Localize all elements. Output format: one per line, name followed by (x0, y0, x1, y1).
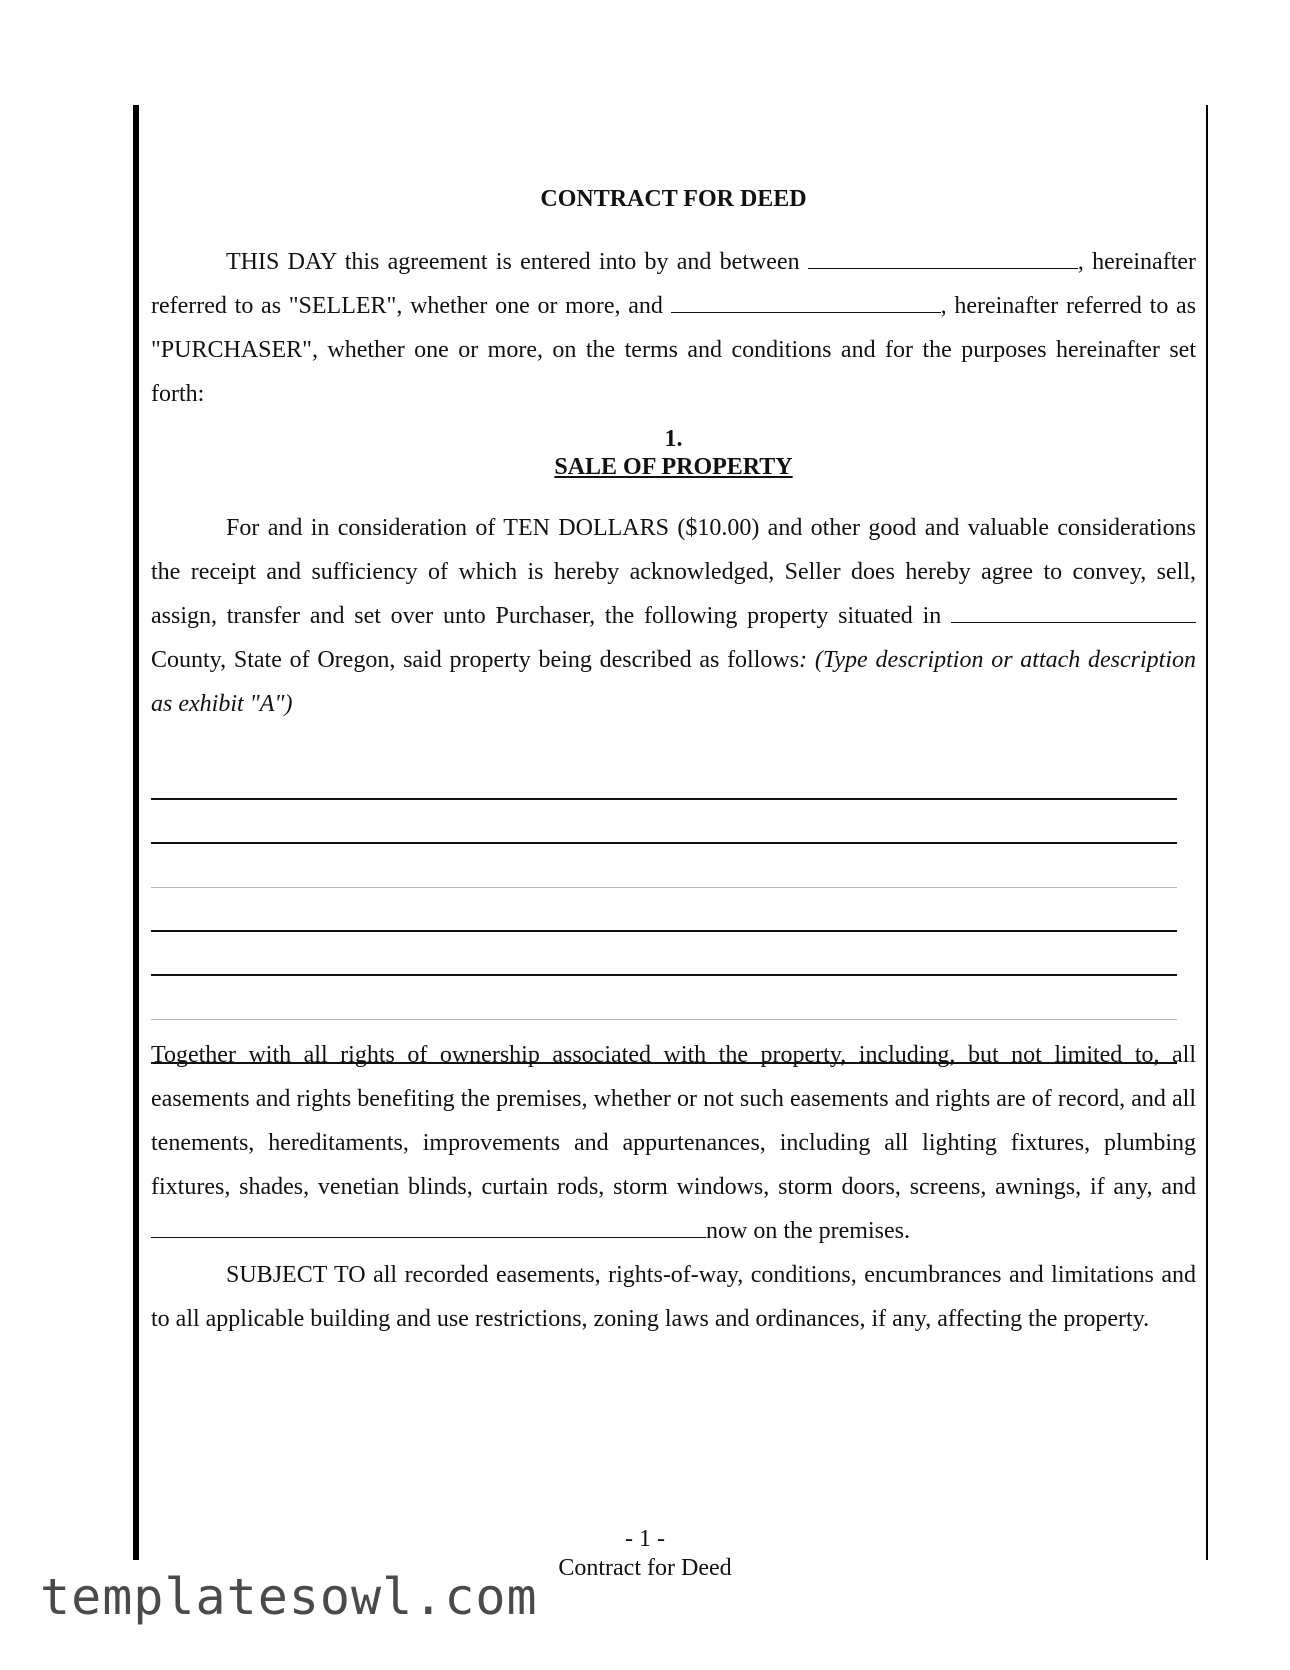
county-suffix: County, State of Oregon, said property being described as follows (151, 647, 800, 673)
additional-items-field[interactable] (151, 1213, 706, 1238)
description-line[interactable] (151, 800, 1177, 844)
document-title: CONTRACT FOR DEED (540, 186, 807, 212)
together-paragraph (151, 1033, 1196, 1253)
purchaser-name-field[interactable] (671, 288, 941, 313)
intro-paragraph (151, 240, 1196, 416)
left-margin-rule (133, 105, 139, 1560)
right-margin-rule (1206, 105, 1208, 1560)
together-end: now on the premises. (706, 1218, 910, 1244)
sale-paragraph (151, 506, 1196, 726)
footer-title: Contract for Deed (558, 1555, 732, 1581)
intro-line1-prefix: THIS DAY this agreement is entered into by and between (226, 249, 800, 275)
section-number: 1. (664, 426, 683, 452)
section-title: SALE OF PROPERTY (554, 454, 793, 480)
description-line[interactable] (151, 932, 1177, 976)
intro-line2-prefix: hereinafter referred to as "SELLER", whether one or more, and (151, 249, 1197, 319)
county-colon: : (799, 647, 808, 673)
site-watermark: templatesowl.com (40, 1568, 538, 1626)
property-description-lines[interactable] (151, 756, 1177, 1064)
description-note: (Type description or attach description as exhibit "A") (151, 647, 1197, 717)
description-line[interactable] (151, 756, 1177, 800)
intro-rest: referred to as "PURCHASER", whether one or more, on the terms and conditions and for the purposes hereinafter set forth: (151, 293, 1197, 407)
intro-line2-suffix: , hereinafter (940, 293, 1059, 319)
page-number: - 1 - (625, 1526, 665, 1552)
county-field[interactable] (951, 598, 1196, 623)
seller-name-field[interactable] (808, 244, 1078, 269)
subject-text: SUBJECT TO all recorded easements, rights-of-way, conditions, encumbrances and limitations and to all applicable building and use restrictions, zoning laws and ordinances, if any, affecting the property. (151, 1262, 1196, 1332)
sale-main-text: For and in consideration of TEN DOLLARS ($10.00) and other good and valuable considerations the receipt and sufficiency of which is hereby acknowledged, Seller does hereby agree to convey, sell, assign, transfer and set over unto Purchaser, the following property situated in (151, 515, 1196, 629)
together-text: Together with all rights of ownership associated with the property, including, but not limited to, all easements and rights benefiting the premises, whether or not such easements and rights are of record, and all tenements, hereditaments, improvements and appurtenances, including all lighting fixtures, plumbing fixtures, shades, venetian blinds, curtain rods, storm windows, storm doors, screens, awnings, if any, and (151, 1042, 1196, 1200)
subject-paragraph (151, 1253, 1196, 1341)
description-line[interactable] (151, 844, 1177, 888)
intro-line1-suffix: , (1077, 249, 1084, 275)
description-line[interactable] (151, 888, 1177, 932)
description-line[interactable] (151, 976, 1177, 1020)
